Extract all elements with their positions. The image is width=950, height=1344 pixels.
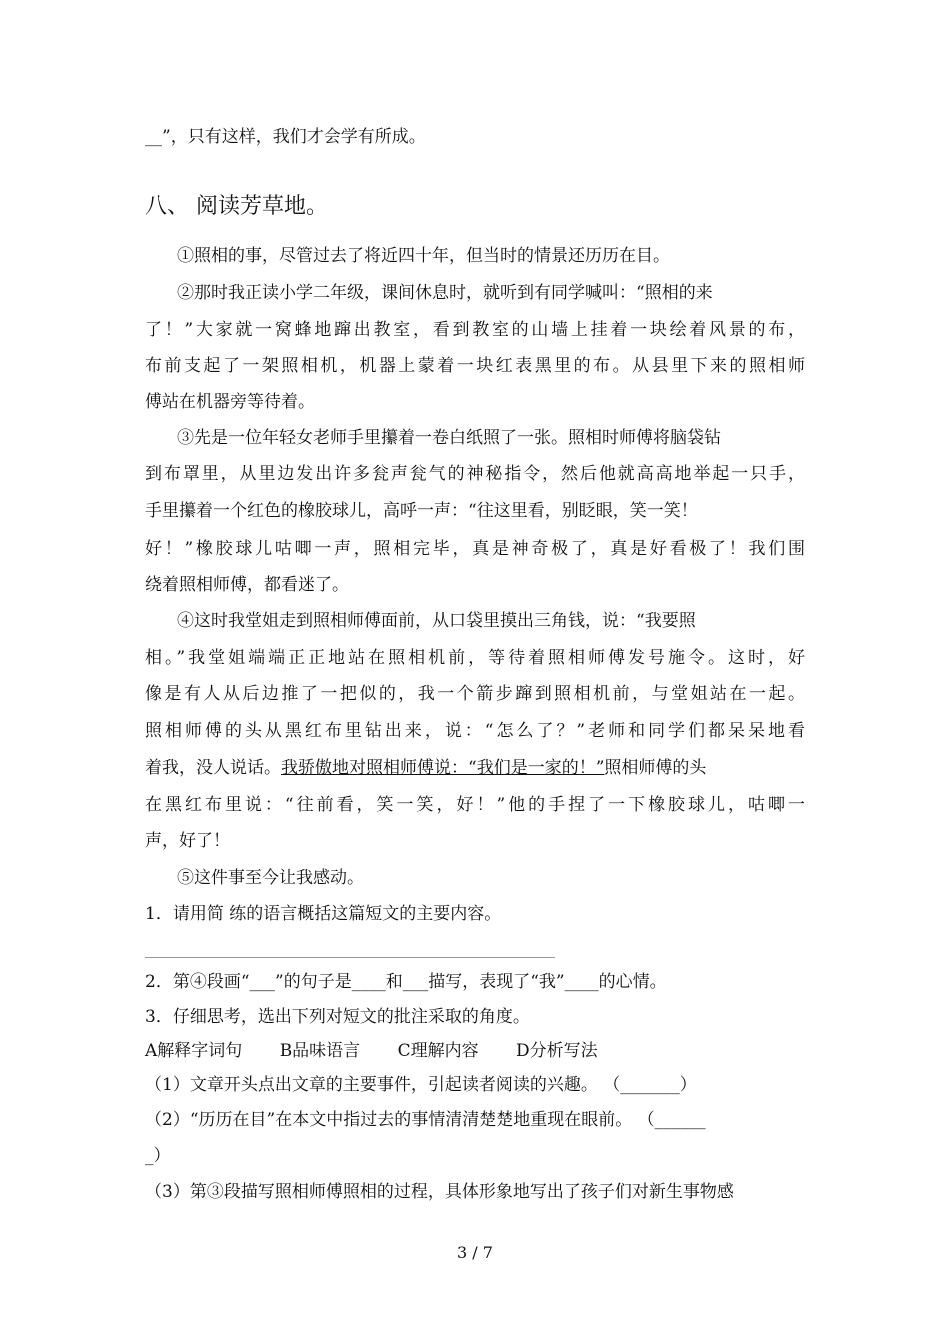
paragraph-line: 相。”我堂姐端端正正地站在照相机前，等待着照相师傅发号施令。这时，好 bbox=[145, 648, 805, 668]
text-segment: 着我，没人说话。 bbox=[145, 758, 281, 778]
paragraph-line: ②那时我正读小学二年级，课间休息时，就听到有同学喊叫：“照相的来 bbox=[177, 283, 713, 303]
answer-line bbox=[145, 957, 555, 958]
sub-question-2-cont: _） bbox=[145, 1146, 171, 1166]
paragraph-line: 了！”大家就一窝蜂地蹿出教室，看到教室的山墙上挂着一块绘着风景的布， bbox=[145, 320, 805, 340]
option-d: D分析写法 bbox=[516, 1041, 598, 1061]
paragraph-line-underlined bbox=[145, 758, 706, 778]
question-3: 3．仔细思考，选出下列对短文的批注采取的角度。 bbox=[145, 1007, 530, 1027]
sub-question-2: （2）“历历在目”在本文中指过去的事情清清楚楚地重现在眼前。 （______ bbox=[145, 1110, 706, 1130]
underlined-sentence: 我骄傲地对照相师傅说：“我们是一家的！” bbox=[281, 758, 605, 778]
paragraph-line: 在黑红布里说：“往前看，笑一笑，好！”他的手捏了一下橡胶球儿，咕唧一 bbox=[145, 795, 805, 815]
question-1: 1．请用简 练的语言概括这篇短文的主要内容。 bbox=[145, 904, 502, 924]
paragraph-line: ⑤这件事至今让我感动。 bbox=[177, 868, 364, 888]
text-segment: 照相师傅的头 bbox=[604, 758, 707, 778]
option-a: A解释字词句 bbox=[145, 1041, 243, 1061]
paragraph-line: 手里攥着一个红色的橡胶球儿，高呼一声：“往这里看，别眨眼，笑一笑！ bbox=[145, 501, 698, 521]
paragraph-line: 傅站在机器旁等待着。 bbox=[145, 392, 315, 412]
paragraph-line: 绕着照相师傅，都看迷了。 bbox=[145, 575, 349, 595]
option-b: B品味语言 bbox=[279, 1041, 361, 1061]
page-number: 3 / 7 bbox=[457, 1243, 493, 1262]
paragraph-line: 好！”橡胶球儿咕唧一声，照相完毕，真是神奇极了，真是好看极了！我们围 bbox=[145, 539, 805, 559]
sub-question-1: （1）文章开头点出文章的主要事件，引起读者阅读的兴趣。 （_______） bbox=[145, 1075, 697, 1095]
sub-question-3: （3）第③段描写照相师傅照相的过程，具体形象地写出了孩子们对新生事物感 bbox=[145, 1182, 734, 1202]
paragraph-line: 声，好了！ bbox=[145, 831, 230, 851]
paragraph-line: 到布罩里，从里边发出许多瓮声瓮气的神秘指令，然后他就高高地举起一只手， bbox=[145, 464, 805, 484]
section-heading: 八、 阅读芳草地。 bbox=[145, 194, 328, 219]
paragraph-line: ④这时我堂姐走到照相师傅面前，从口袋里摸出三角钱，说：“我要照 bbox=[177, 611, 696, 631]
paragraph-line: ①照相的事，尽管过去了将近四十年，但当时的情景还历历在目。 bbox=[177, 246, 670, 266]
paragraph-line: 像是有人从后边推了一把似的，我一个箭步蹿到照相机前，与堂姐站在一起。 bbox=[145, 684, 805, 704]
option-c: C理解内容 bbox=[397, 1041, 479, 1061]
options-row bbox=[145, 1041, 630, 1061]
paragraph-line: 布前支起了一架照相机，机器上蒙着一块红表黑里的布。从县里下来的照相师 bbox=[145, 356, 805, 376]
question-2: 2．第④段画“___”的句子是____和___描写，表现了“我”____的心情。 bbox=[145, 972, 667, 992]
paragraph-line: ③先是一位年轻女老师手里攥着一卷白纸照了一张。照相时师傅将脑袋钻 bbox=[177, 428, 721, 448]
text-line: __”，只有这样，我们才会学有所成。 bbox=[145, 127, 426, 147]
paragraph-line: 照相师傅的头从黑红布里钻出来，说：“怎么了？”老师和同学们都呆呆地看 bbox=[145, 721, 805, 741]
